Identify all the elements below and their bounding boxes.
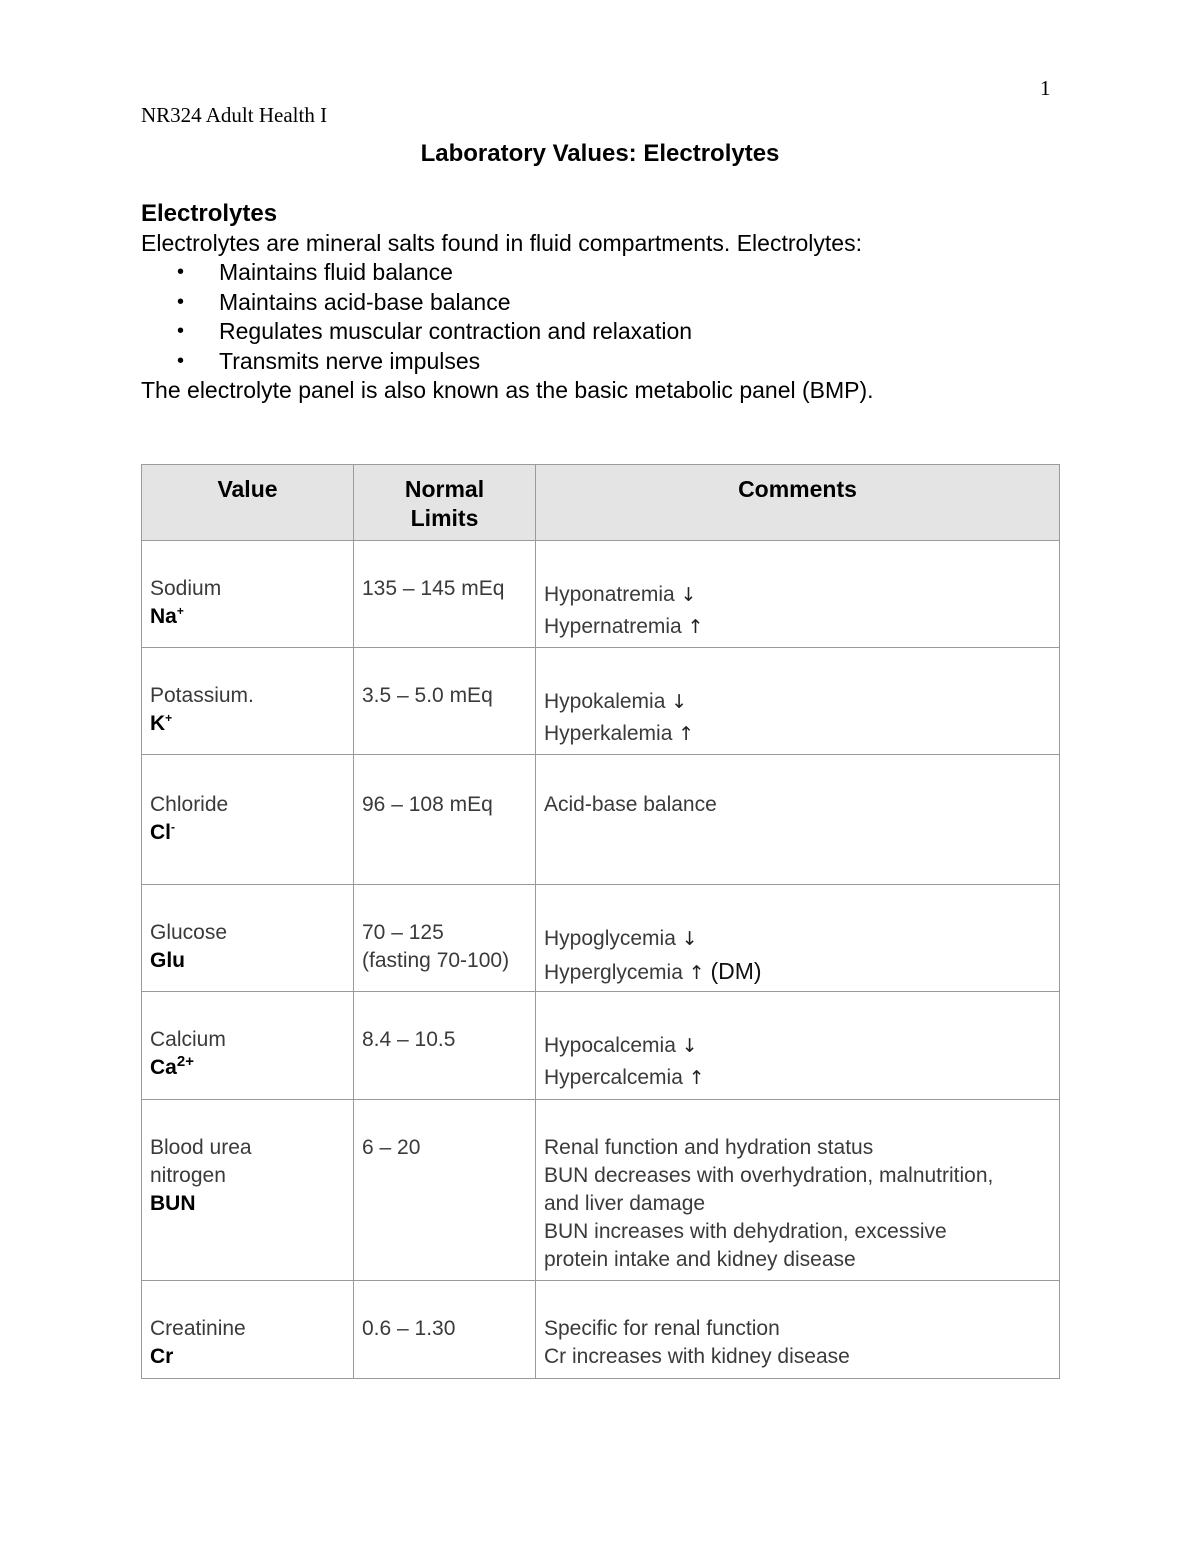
comment-line: Hypocalcemia ↓ bbox=[544, 1034, 698, 1057]
lab-symbol: Na+ bbox=[150, 604, 184, 628]
lab-name: Glucose bbox=[150, 921, 228, 944]
arrow-up-icon: ↑ bbox=[688, 1067, 705, 1089]
lab-name: Potassium. bbox=[150, 684, 254, 707]
lab-name: Creatinine bbox=[150, 1317, 246, 1340]
lab-symbol: BUN bbox=[150, 1192, 196, 1215]
lab-name: Calcium bbox=[150, 1028, 226, 1051]
normal-limits: 135 – 145 mEq bbox=[362, 577, 505, 600]
bullet-text: Transmits nerve impulses bbox=[219, 347, 481, 374]
comment-line: protein intake and kidney disease bbox=[544, 1248, 856, 1271]
arrow-up-icon: ↑ bbox=[678, 723, 695, 745]
list-item bbox=[141, 288, 1091, 318]
bullet-text: Maintains fluid balance bbox=[219, 259, 453, 285]
header-normal-limits: Normal Limits bbox=[354, 465, 536, 541]
table-row bbox=[142, 885, 1060, 992]
header-comments: Comments bbox=[536, 465, 1060, 541]
lab-symbol: Cl- bbox=[150, 820, 175, 844]
comment-line: Hyperglycemia ↑ (DM) bbox=[544, 958, 762, 984]
comment-line: Hyponatremia ↓ bbox=[544, 583, 697, 606]
table-row bbox=[142, 755, 1060, 885]
lab-symbol: Cr bbox=[150, 1345, 174, 1368]
lab-name: Chloride bbox=[150, 793, 229, 816]
table-row bbox=[142, 1281, 1060, 1379]
comment-line: Hypoglycemia ↓ bbox=[544, 927, 698, 950]
list-item bbox=[141, 347, 1091, 377]
lab-name: Sodium bbox=[150, 577, 222, 600]
normal-limits-note: (fasting 70-100) bbox=[362, 949, 510, 972]
bullet-icon: • bbox=[177, 349, 185, 372]
page-number: 1 bbox=[1040, 76, 1051, 100]
bullet-icon: • bbox=[177, 320, 185, 342]
intro-lead: Electrolytes are mineral salts found in fluid compartments. Electrolytes: bbox=[141, 229, 862, 256]
table-row bbox=[142, 992, 1060, 1100]
table-row bbox=[142, 1100, 1060, 1281]
normal-limits: 8.4 – 10.5 bbox=[362, 1028, 456, 1051]
normal-limits: 70 – 125 bbox=[362, 921, 444, 944]
lab-symbol: K+ bbox=[150, 711, 173, 735]
arrow-down-icon: ↓ bbox=[671, 691, 688, 713]
arrow-up-icon: ↑ bbox=[688, 962, 705, 984]
comment-line: Hypernatremia ↑ bbox=[544, 615, 704, 638]
table-row bbox=[142, 541, 1060, 648]
arrow-up-icon: ↑ bbox=[687, 616, 704, 638]
header-value: Value bbox=[142, 465, 354, 541]
normal-limits: 3.5 – 5.0 mEq bbox=[362, 684, 493, 707]
lab-symbol: Glu bbox=[150, 949, 185, 972]
comment-line: Acid-base balance bbox=[544, 793, 717, 816]
bullet-icon: • bbox=[177, 290, 185, 313]
section-heading: Electrolytes bbox=[141, 200, 278, 227]
list-item bbox=[141, 317, 1091, 347]
bullet-icon: • bbox=[177, 261, 185, 283]
comment-line: Cr increases with kidney disease bbox=[544, 1345, 850, 1368]
arrow-down-icon: ↓ bbox=[680, 584, 697, 606]
list-item bbox=[141, 258, 1091, 288]
normal-limits: 96 – 108 mEq bbox=[362, 793, 493, 816]
course-header: NR324 Adult Health I bbox=[141, 103, 328, 127]
arrow-down-icon: ↓ bbox=[681, 928, 698, 950]
comment-line: Hyperkalemia ↑ bbox=[544, 722, 695, 745]
normal-limits: 0.6 – 1.30 bbox=[362, 1317, 456, 1340]
lab-values-table bbox=[141, 464, 1060, 1379]
comment-line: BUN decreases with overhydration, malnutrition, bbox=[544, 1164, 994, 1187]
bullet-list bbox=[141, 258, 1091, 376]
normal-limits: 6 – 20 bbox=[362, 1136, 421, 1159]
intro-section bbox=[141, 199, 1091, 406]
intro-closing: The electrolyte panel is also known as the basic metabolic panel (BMP). bbox=[141, 377, 874, 403]
arrow-down-icon: ↓ bbox=[681, 1035, 698, 1057]
lab-name: nitrogen bbox=[150, 1164, 226, 1187]
comment-line: Renal function and hydration status bbox=[544, 1136, 874, 1159]
comment-line: BUN increases with dehydration, excessive bbox=[544, 1220, 947, 1243]
lab-symbol: $Ca^{2+}$ bbox=[150, 1053, 194, 1079]
comment-line: Specific for renal function bbox=[544, 1317, 780, 1340]
bullet-text: Regulates muscular contraction and relaxation bbox=[219, 318, 693, 344]
table-header-row bbox=[142, 465, 1060, 541]
comment-line: Hypokalemia ↓ bbox=[544, 690, 688, 713]
dm-note: (DM) bbox=[710, 958, 762, 984]
lab-name: Blood urea bbox=[150, 1136, 252, 1159]
comment-line: and liver damage bbox=[544, 1192, 706, 1215]
bullet-text: Maintains acid-base balance bbox=[219, 288, 511, 315]
comment-line: Hypercalcemia ↑ bbox=[544, 1066, 705, 1089]
table-row bbox=[142, 648, 1060, 755]
page-title: Laboratory Values: Electrolytes bbox=[420, 140, 780, 167]
